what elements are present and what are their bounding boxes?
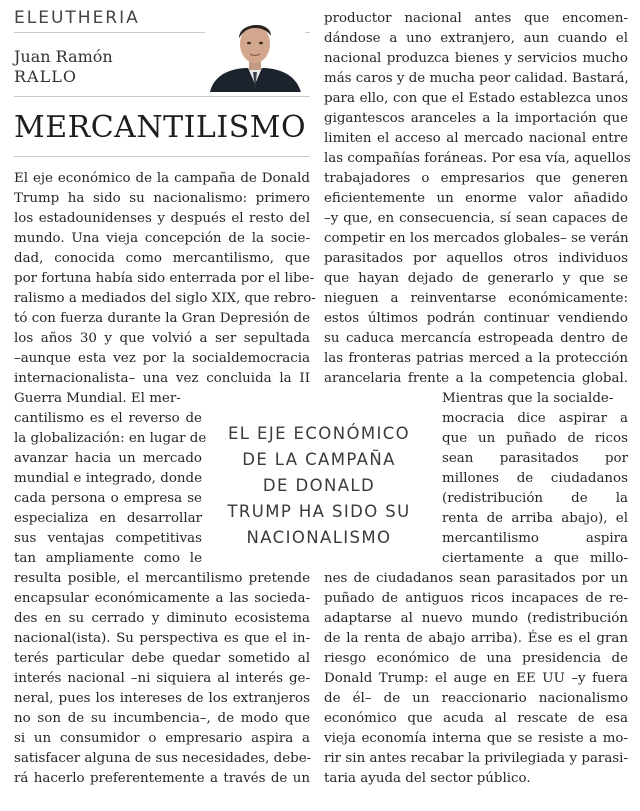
body-text-line: mocracia dice aspirar a <box>442 411 628 426</box>
body-text-line: de la renta de abajo arriba). Ése es el gran <box>324 631 628 646</box>
body-text-line: internacionalista– una vez concluida la II <box>14 371 310 386</box>
body-text-line: riesgo económico de una presidencia de <box>324 651 628 666</box>
body-text-line: especializa en desarrollar <box>14 511 202 526</box>
body-text-line: limiten el acceso al mercado nacional entre <box>324 131 628 146</box>
body-text-line: avanzar hacia un mercado <box>14 451 202 466</box>
body-text-line: Donald Trump: el auge en EE UU –y fuera <box>324 671 628 686</box>
body-text-line: neral, pues los intereses de los extranjeros <box>14 691 310 706</box>
body-text-line: ralismo a mediados del siglo XIX, que rebro- <box>14 291 316 306</box>
body-text-line: los años 30 y que volvió a ser sepultada <box>14 331 310 346</box>
body-text-line: su caduca mercancía estropeada dentro de <box>324 331 628 346</box>
body-text-line: rir sin antes recabar la privilegiada y parasi- <box>324 751 628 766</box>
body-text-line: Guerra Mundial. El mer- <box>14 391 181 406</box>
body-text-line: las fronteras patrias merced a la protección <box>324 351 628 366</box>
body-text-line: (redistribución de la <box>442 491 628 506</box>
body-text-line: taria ayuda del sector público. <box>324 771 531 786</box>
author-first-name: Juan Ramón <box>14 47 113 66</box>
body-text-line: más caros y de mucha peor calidad. Bastará, <box>324 71 629 86</box>
body-text-line: sus ventajas competitivas <box>14 531 202 546</box>
body-text-line: des en su cerrado y diminuto ecosistema <box>14 611 310 626</box>
body-text-line: encapsular económicamente a las socieda- <box>14 591 310 606</box>
body-text-line: que un puñado de ricos <box>442 431 628 446</box>
pull-quote-line: DE DONALD <box>262 476 376 495</box>
body-text-line: tan ampliamente como le <box>14 551 202 566</box>
body-text-line: estos últimos podrán continuar vendiendo <box>324 311 628 326</box>
body-text-line: gigantescos aranceles a la importación que <box>324 111 628 126</box>
body-text-line: nieguen a reinventarse económicamente: <box>324 291 628 306</box>
pull-quote-line: DE LA CAMPAÑA <box>242 450 396 469</box>
body-text-line: si un consumidor o empresario aspira a <box>14 731 310 746</box>
body-text-line: que hayan dejado de generarlo y que se <box>324 271 628 286</box>
body-text-line: terés particular debe quedar sometido al <box>14 651 310 666</box>
body-text-line: sean parasitados por <box>442 451 628 466</box>
body-text-line: mercantilismo aspira <box>442 531 628 546</box>
body-text-line: nacional produzca bienes y servicios mucho <box>324 51 628 66</box>
body-text-line: nacional(ista). Su perspectiva es que el in- <box>14 631 310 646</box>
body-text-line: la globalización: en lugar de <box>14 431 207 446</box>
divider <box>14 96 310 97</box>
headline: MERCANTILISMO <box>14 110 307 145</box>
body-text-line: –y que, en consecuencia, sí sean capaces de <box>324 211 628 226</box>
body-text-line: tó con fuerza durante la Gran Depresión de <box>14 311 310 326</box>
body-text-line: económico que acuda al rescate de esa <box>324 711 628 726</box>
body-text-line: rá hacerlo preferentemente a través de un <box>14 771 310 786</box>
body-text-line: dad, conocida como mercantilismo, que <box>14 251 310 266</box>
pull-quote-line: EL EJE ECONÓMICO <box>227 424 411 443</box>
body-text-line: –aunque esta vez por la socialdemocracia <box>14 351 310 366</box>
body-text-line: Mientras que la socialde- <box>442 391 614 406</box>
body-text-line: competir en los mercados globales– se verán <box>324 231 629 246</box>
body-text-line: para ello, con que el Estado establezca unos <box>324 91 628 106</box>
body-text-line: satisfacer alguna de sus necesidades, debe- <box>14 751 312 766</box>
body-text-line: adaptarse al nuevo mundo (redistribución <box>324 611 628 626</box>
body-text-line: por fortuna había sido enterrada por el libe- <box>14 271 315 286</box>
author-byline <box>14 47 113 87</box>
pull-quote-line: NACIONALISMO <box>246 528 392 547</box>
body-text-line: puñado de antiguos ricos incapaces de re- <box>324 591 628 606</box>
body-text-line: cada persona o empresa se <box>14 491 202 506</box>
body-text-line: interés nacional –ni siquiera al interés ge- <box>14 671 310 686</box>
body-text-line: mundo. Una vieja concepción de la socie- <box>14 231 310 246</box>
body-text-line: renta de arriba abajo), el <box>442 511 628 526</box>
body-text-line: dándose a uno extranjero, aun cuando el <box>324 31 628 46</box>
body-text-line: no son de su incumbencia–, de modo que <box>14 711 310 726</box>
body-text-line: productor nacional antes que encomen- <box>324 11 628 26</box>
body-text-line: El eje económico de la campaña de Donald <box>14 171 310 186</box>
section-label: ELEUTHERIA <box>14 8 140 28</box>
body-text-line: ciertamente a que millo- <box>442 551 628 566</box>
body-text-line: nes de ciudadanos sean parasitados por un <box>324 571 628 586</box>
body-text-line: mundial e integrado, donde <box>14 471 202 486</box>
body-text-line: millones de ciudadanos <box>442 471 628 486</box>
body-text-line: arancelaria frente a la competencia global. <box>324 371 628 386</box>
body-text-line: parasitados por aquellos otros individuos <box>324 251 628 266</box>
body-text-line: los estadounidenses y después el resto del <box>14 211 310 226</box>
body-text-line: las compañías foráneas. Por esa vía, aquellos <box>324 151 631 166</box>
body-text-line: resulta posible, el mercantilismo pretende <box>14 571 310 586</box>
body-text-line: cantilismo es el reverso de <box>14 411 202 426</box>
divider <box>14 156 310 157</box>
body-text-line: de él– de un reaccionario nacionalismo <box>324 691 628 706</box>
pull-quote <box>208 421 430 551</box>
body-text-line: vieja economía interna que se resiste a mo- <box>324 731 628 746</box>
author-last-name: RALLO <box>14 67 77 86</box>
body-text-line: Trump ha sido su nacionalismo: primero <box>14 191 310 206</box>
body-text-line: eficientemente un enorme valor añadido <box>324 191 628 206</box>
author-photo <box>205 12 305 92</box>
body-text-line: trabajadores o empresarios que generen <box>324 171 628 186</box>
pull-quote-line: TRUMP HA SIDO SU <box>227 502 411 521</box>
